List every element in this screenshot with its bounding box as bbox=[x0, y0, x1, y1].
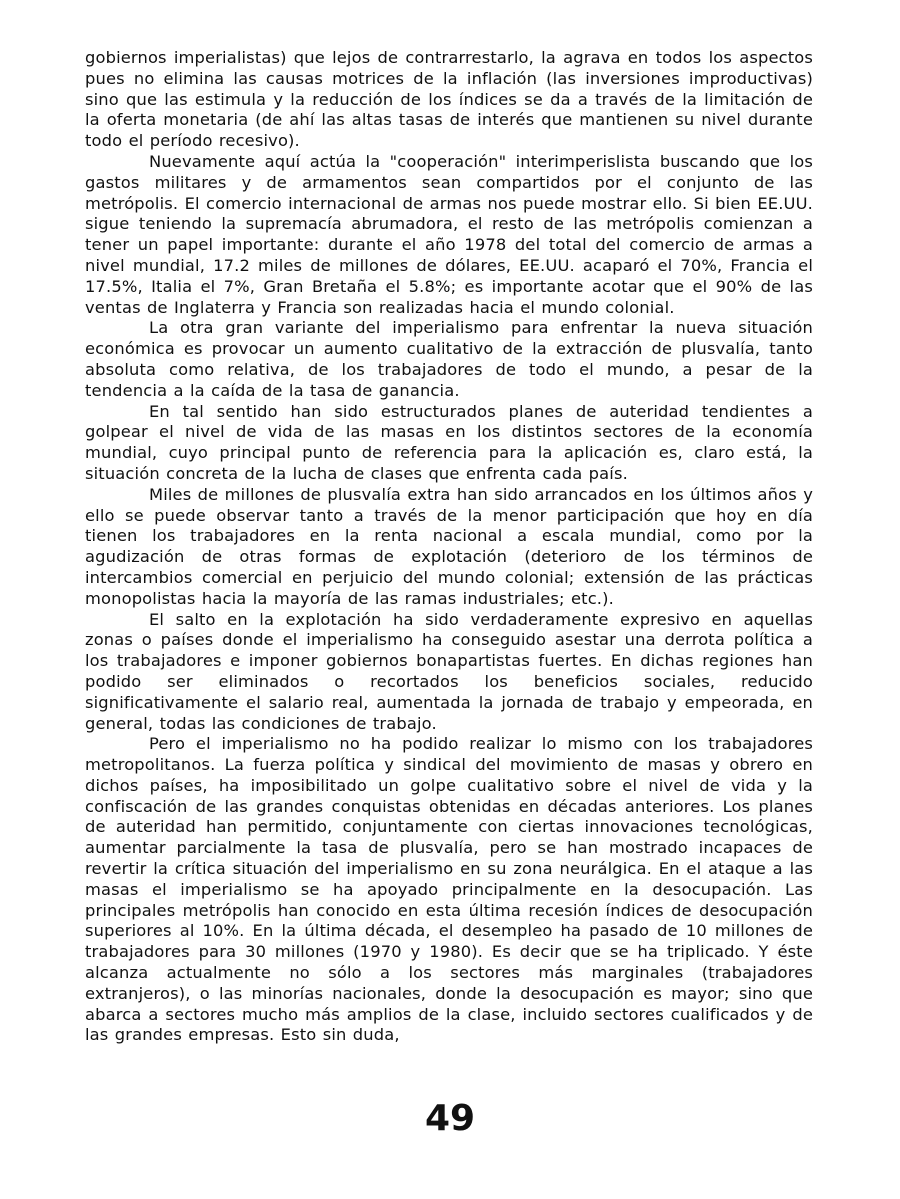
paragraph-2: Nuevamente aquí actúa la "cooperación" interimperislista buscando que los gastos militares y de armamentos sean compartidos por el conjunto de las metrópolis. El comercio internacional de armas nos puede mostrar ello. Si bien EE.UU. sigue teniendo la supremacía abrumadora, el resto de las metrópolis comienzan a tener un papel importante: durante el año 1978 del total del comercio de armas a nivel mundial, 17.2 miles de millones de dólares, EE.UU. acaparó el 70%, Francia el 17.5%, Italia el 7%, Gran Bretaña el 5.8%; es importante acotar que el 90% de las ventas de Inglaterra y Francia son realizadas hacia el mundo colonial. bbox=[85, 151, 813, 317]
paragraph-1: gobiernos imperialistas) que lejos de contrarrestarlo, la agrava en todos los aspectos pues no elimina las causas motrices de la inflación (las inversiones improductivas) sino que las estimula y la reducción de los índices se da a través de la limitación de la oferta monetaria (de ahí las altas tasas de interés que mantienen su nivel durante todo el período recesivo). bbox=[85, 48, 813, 151]
paragraph-7: Pero el imperialismo no ha podido realizar lo mismo con los trabajadores metropolitanos. La fuerza política y sindical del movimiento de masas y obrero en dichos países, ha imposibilitado un golpe cualitativo sobre el nivel de vida y la confiscación de las grandes conquistas obtenidas en décadas anteriores. Los planes de auteridad han permitido, conjuntamente con ciertas innovaciones tecnológicas, aumentar parcialmente la tasa de plusvalía, pero se han mostrado incapaces de revertir la crítica situación del imperialismo en su zona neurálgica. En el ataque a las masas el imperialismo se ha apoyado principalmente en la desocupación. Las principales metrópolis han conocido en esta última recesión índices de desocupación superiores al 10%. En la última década, el desempleo ha pasado de 10 millones de trabajadores para 30 millones (1970 y 1980). Es decir que se ha triplicado. Y éste alcanza actualmente no sólo a los sectores más marginales (trabajadores extranjeros), o las minorías nacionales, donde la desocupación es mayor; sino que abarca a sectores mucho más amplios de la clase, incluido sectores cualificados y de las grandes empresas. Esto sin duda, bbox=[85, 734, 813, 1045]
paragraph-6: El salto en la explotación ha sido verdaderamente expresivo en aquellas zonas o países donde el imperialismo ha conseguido asestar una derrota política a los trabajadores e imponer gobiernos bonapartistas fuertes. En dichas regiones han podido ser eliminados o recortados los beneficios sociales, reducido significativamente el salario real, aumentada la jornada de trabajo y empeorada, en general, todas las condiciones de trabajo. bbox=[85, 609, 813, 733]
paragraph-5: Miles de millones de plusvalía extra han sido arrancados en los últimos años y ello se puede observar tanto a través de la menor participación que hoy en día tienen los trabajadores en la renta nacional a escala mundial, como por la agudización de otras formas de explotación (deterioro de los términos de intercambios comercial en perjuicio del mundo colonial; extensión de las prácticas monopolistas hacia la mayoría de las ramas industriales; etc.). bbox=[85, 484, 813, 608]
paragraph-3: La otra gran variante del imperialismo para enfrentar la nueva situación económica es provocar un aumento cualitativo de la extracción de plusvalía, tanto absoluta como relativa, de los trabajadores de todo el mundo, a pesar de la tendencia a la caída de la tasa de ganancia. bbox=[85, 318, 813, 400]
paragraph-4: En tal sentido han sido estructurados planes de auteridad tendientes a golpear el nivel de vida de las masas en los distintos sectores de la economía mundial, cuyo principal punto de referencia para la aplicación es, claro está, la situación concreta de la lucha de clases que enfrenta cada país. bbox=[85, 401, 813, 483]
page-body-text bbox=[85, 48, 813, 1046]
page-number: 49 bbox=[424, 1098, 476, 1139]
